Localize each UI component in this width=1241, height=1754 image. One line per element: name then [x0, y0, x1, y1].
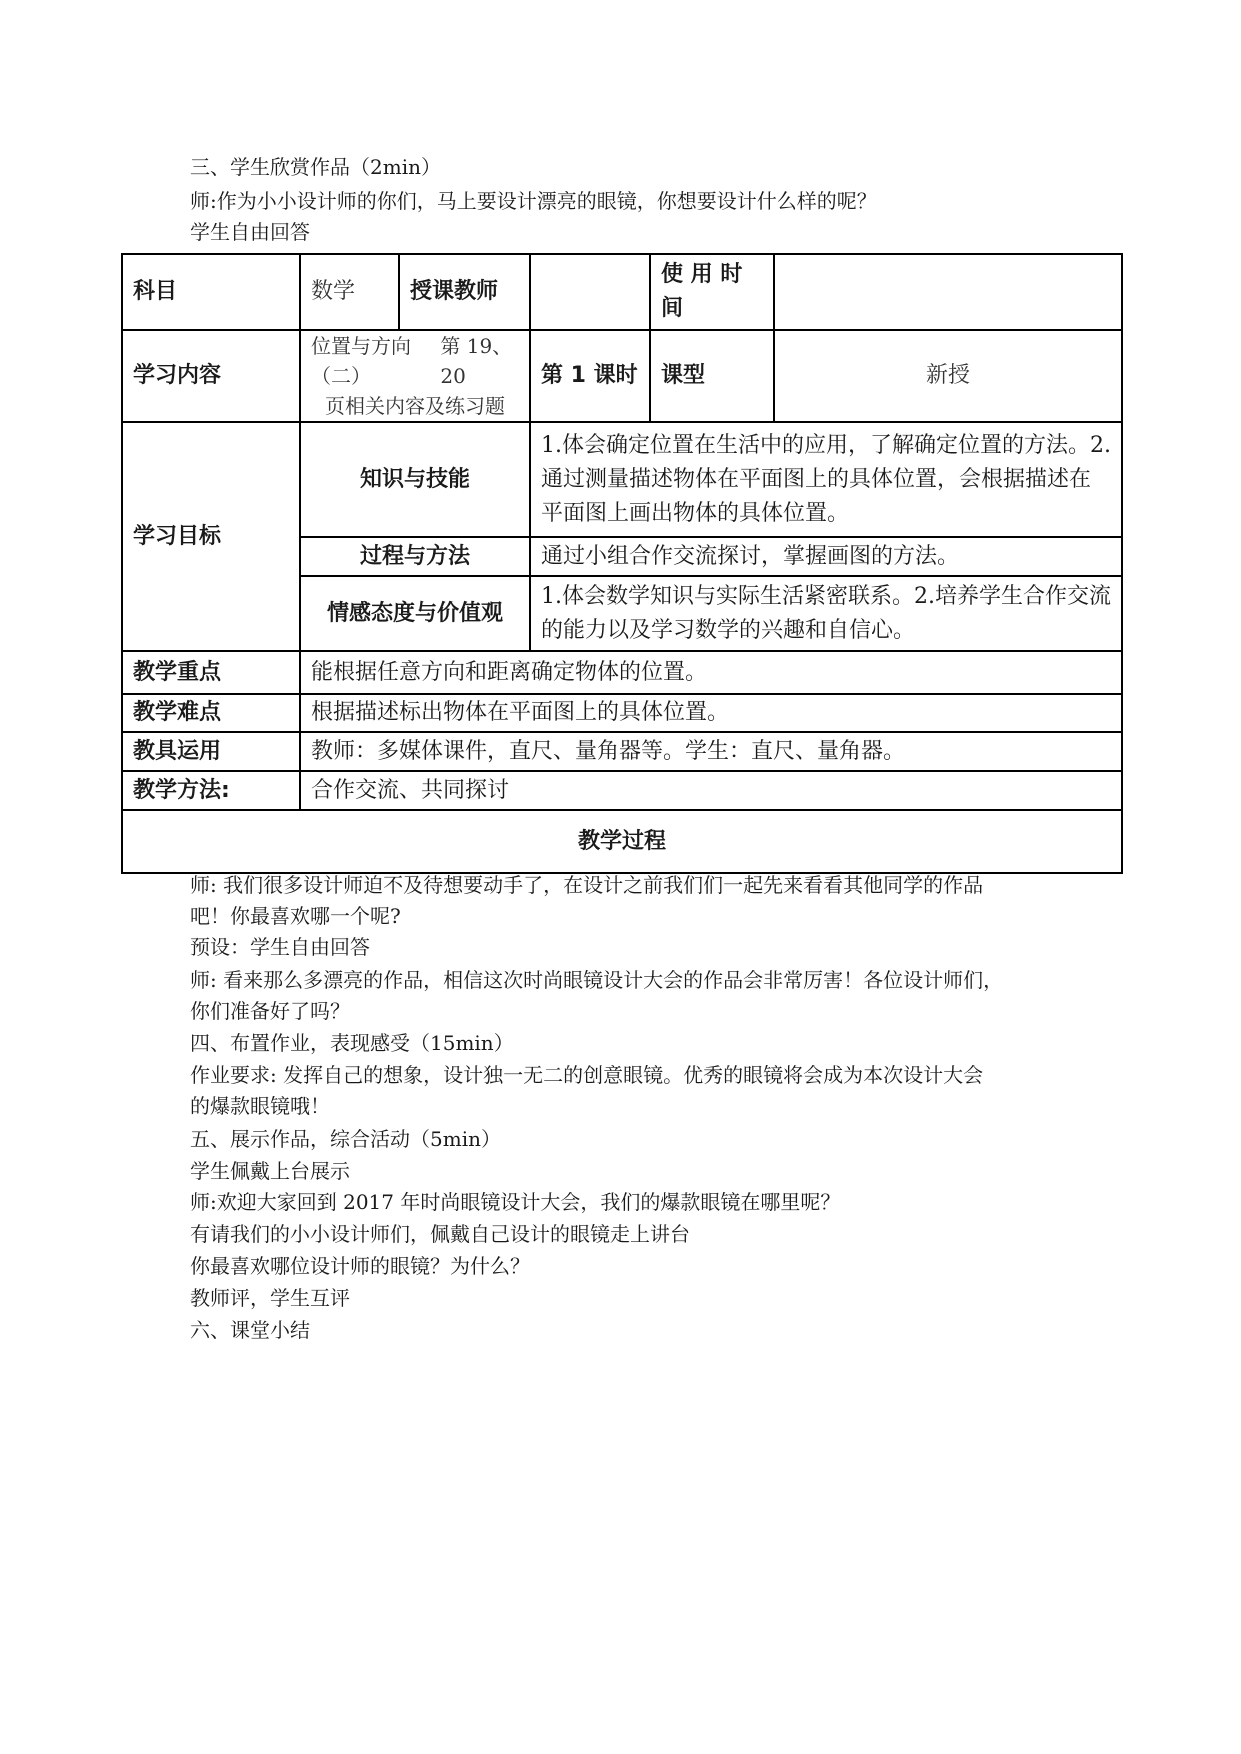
- body-para-2: 预设：学生自由回答: [190, 935, 370, 959]
- difficulty-label: 教学难点: [122, 694, 300, 732]
- type-label: 课型: [650, 330, 774, 422]
- subject-value: 数学: [300, 254, 399, 330]
- time-value: [774, 254, 1122, 330]
- row-process: [122, 810, 1122, 873]
- goal-attitude-label: 情感态度与价值观: [300, 576, 530, 651]
- row-subject: [122, 254, 1122, 330]
- row-key-point: [122, 651, 1122, 694]
- body-para-3b: 你们准备好了吗？: [190, 999, 350, 1023]
- body-para-1b: 吧！你最喜欢哪一个呢?: [190, 904, 401, 928]
- process-label: 教学过程: [122, 810, 1122, 873]
- body-para-9: 教师评，学生互评: [190, 1286, 350, 1310]
- goal-knowledge-value: 1.体会确定位置在生活中的应用，了解确定位置的方法。2.通过测量描述物体在平面图上的具体位置，会根据描述在平面图上画出物体的具体位置。: [530, 422, 1122, 537]
- teacher-label: 授课教师: [399, 254, 530, 330]
- row-goal-1: [122, 422, 1122, 537]
- body-para-8: 你最喜欢哪位设计师的眼镜？为什么？: [190, 1254, 530, 1278]
- section-heading-6: 六、课堂小结: [190, 1318, 310, 1342]
- student-answer: 学生自由回答: [190, 220, 310, 244]
- body-para-3a: 师: 看来那么多漂亮的作品，相信这次时尚眼镜设计大会的作品会非常厉害！各位设计师们，: [190, 968, 1004, 992]
- teacher-value: [530, 254, 650, 330]
- method-label: 教学方法:: [122, 771, 300, 810]
- key-point-value: 能根据任意方向和距离确定物体的位置。: [300, 651, 1122, 694]
- tools-label: 教具运用: [122, 732, 300, 771]
- time-label: 使 用 时 间: [650, 254, 774, 330]
- goal-process-label: 过程与方法: [300, 537, 530, 576]
- lesson-number: 第 1 课时: [530, 330, 650, 422]
- goal-attitude-value: 1.体会数学知识与实际生活紧密联系。2.培养学生合作交流的能力以及学习数学的兴趣和自信心。: [530, 576, 1122, 651]
- row-method: [122, 771, 1122, 810]
- section-heading-5: 五、展示作品，综合活动（5min）: [190, 1127, 501, 1151]
- body-para-6: 师:欢迎大家回到 2017 年时尚眼镜设计大会，我们的爆款眼镜在哪里呢？: [190, 1190, 841, 1214]
- row-tools: [122, 732, 1122, 771]
- content-pages: 第 19、20: [440, 334, 513, 388]
- body-para-4a: 作业要求: 发挥自己的想象，设计独一无二的创意眼镜。优秀的眼镜将会成为本次设计大会: [190, 1063, 984, 1087]
- content-value: [300, 330, 530, 422]
- section-heading-4: 四、布置作业，表现感受（15min）: [190, 1031, 514, 1055]
- subject-label: 科目: [122, 254, 300, 330]
- lesson-plan-table: [121, 253, 1123, 874]
- content-rest: 页相关内容及练习题: [325, 394, 505, 418]
- row-content: [122, 330, 1122, 422]
- section-heading-3: 三、学生欣赏作品（2min）: [190, 155, 441, 179]
- teacher-question: 师:作为小小设计师的你们，马上要设计漂亮的眼镜，你想要设计什么样的呢？: [190, 189, 877, 213]
- body-para-4b: 的爆款眼镜哦！: [190, 1094, 330, 1118]
- body-para-1a: 师: 我们很多设计师迫不及待想要动手了，在设计之前我们们一起先来看看其他同学的作品: [190, 873, 984, 897]
- body-para-7: 有请我们的小小设计师们，佩戴自己设计的眼镜走上讲台: [190, 1222, 690, 1246]
- row-difficulty: [122, 694, 1122, 732]
- key-point-label: 教学重点: [122, 651, 300, 694]
- goals-label: 学习目标: [122, 422, 300, 651]
- difficulty-value: 根据描述标出物体在平面图上的具体位置。: [300, 694, 1122, 732]
- tools-value: 教师：多媒体课件，直尺、量角器等。学生：直尺、量角器。: [300, 732, 1122, 771]
- content-label: 学习内容: [122, 330, 300, 422]
- body-para-5: 学生佩戴上台展示: [190, 1159, 350, 1183]
- goal-process-value: 通过小组合作交流探讨，掌握画图的方法。: [530, 537, 1122, 576]
- type-value: 新授: [774, 330, 1122, 422]
- goal-knowledge-label: 知识与技能: [300, 422, 530, 537]
- method-value: 合作交流、共同探讨: [300, 771, 1122, 810]
- content-title: 位置与方向（二）: [311, 334, 411, 388]
